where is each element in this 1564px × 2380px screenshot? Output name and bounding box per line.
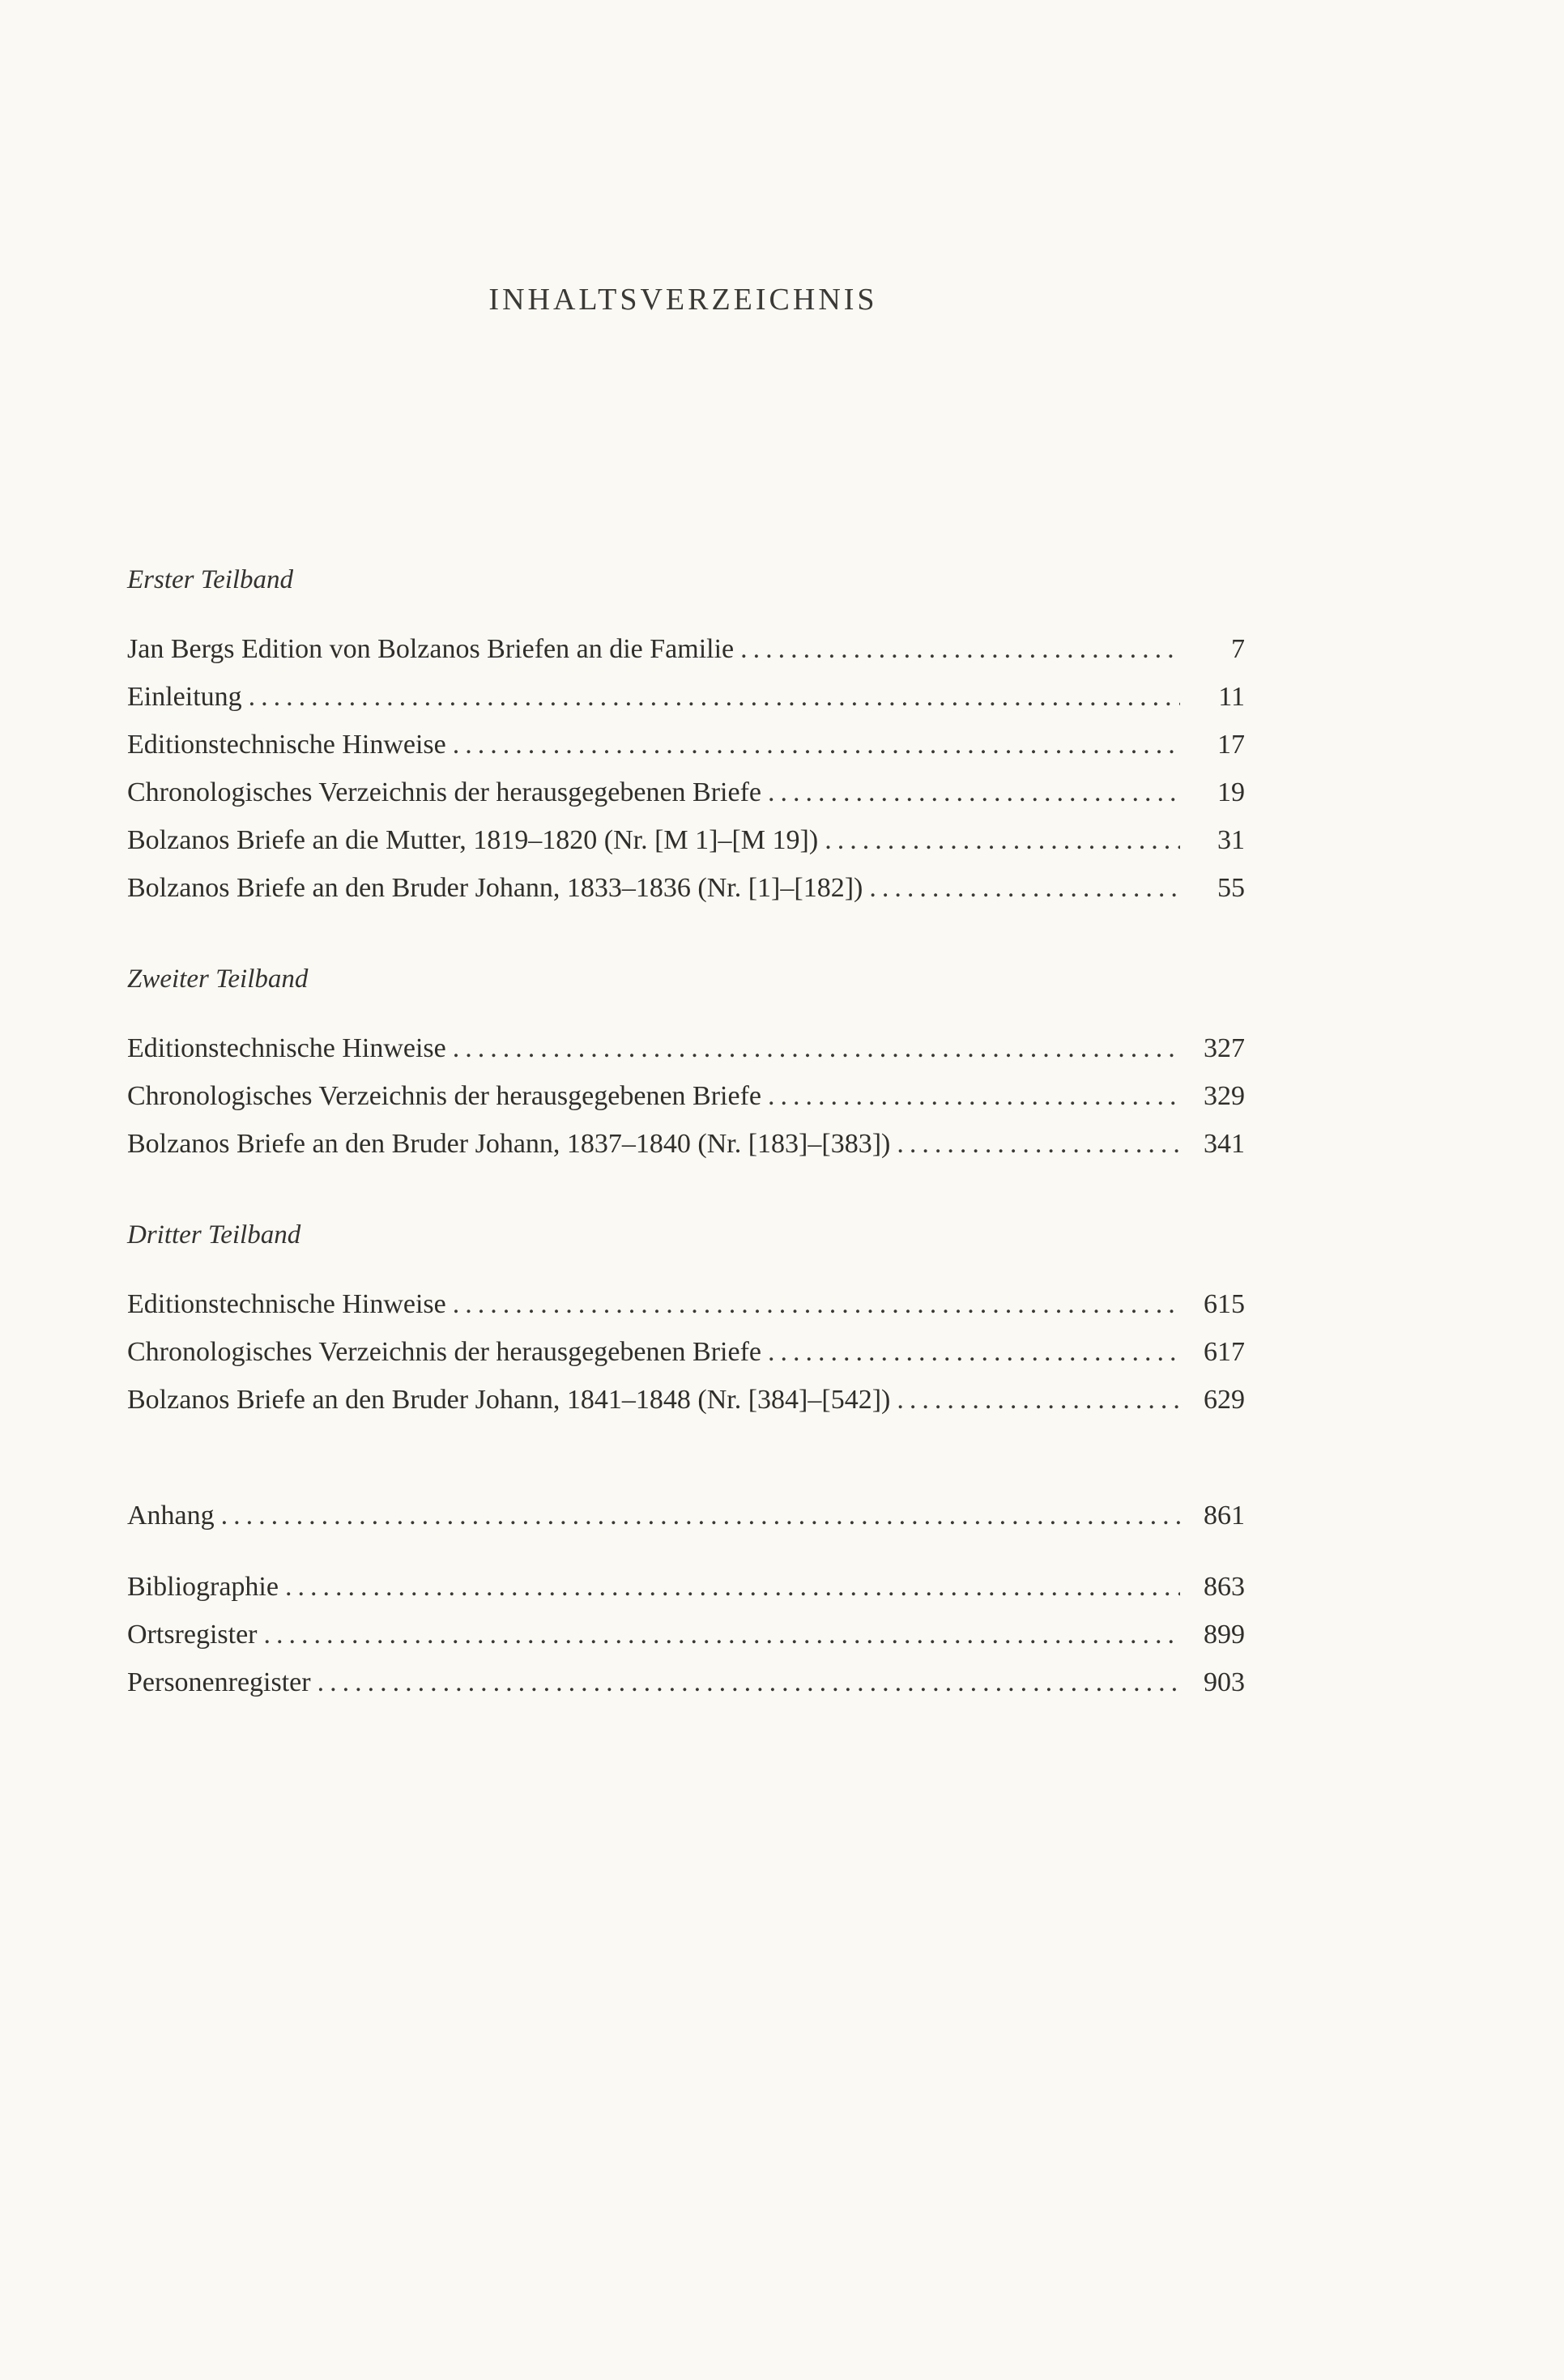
toc-entry-page: 7 [1231,634,1245,664]
toc-entry[interactable] [127,825,1245,864]
toc-entry[interactable] [127,634,1245,673]
dot-leader [453,1033,1180,1064]
dot-leader [897,1129,1180,1160]
toc-entry-label: Editionstechnische Hinweise [127,1289,446,1319]
dot-leader [740,634,1180,665]
dot-leader [249,682,1180,713]
toc-entry-page: 341 [1204,1129,1245,1159]
toc-entry[interactable] [127,1081,1245,1120]
toc-entry-page: 863 [1204,1572,1245,1602]
toc-entry-label: Bolzanos Briefe an den Bruder Johann, 1837–1840 (Nr. [183]–[383]) [127,1129,891,1159]
toc-entry-page: 329 [1204,1081,1245,1111]
dot-leader [768,1081,1180,1112]
toc-entry-label: Bolzanos Briefe an den Bruder Johann, 1833–1836 (Nr. [1]–[182]) [127,873,863,903]
toc-entry[interactable] [127,1289,1245,1328]
toc-entry-page: 55 [1217,873,1245,903]
toc-entry-ortsregister[interactable] [127,1620,1245,1658]
section-heading-erster-teilband: Erster Teilband [127,565,294,594]
toc-entry-label: Chronologisches Verzeichnis der herausgegebenen Briefe [127,1081,761,1111]
dot-leader [285,1572,1180,1603]
toc-entry-page: 629 [1204,1385,1245,1415]
toc-entry-page: 31 [1217,825,1245,855]
page-title: INHALTSVERZEICHNIS [488,283,878,317]
toc-entry-label: Editionstechnische Hinweise [127,1033,446,1063]
section-heading-zweiter-teilband: Zweiter Teilband [127,964,309,994]
toc-entry-page: 11 [1218,682,1245,712]
dot-leader [264,1620,1180,1650]
toc-entry-page: 615 [1204,1289,1245,1319]
toc-entry-anhang[interactable] [127,1501,1245,1539]
dot-leader [768,1337,1180,1368]
toc-entry-bibliographie[interactable] [127,1572,1245,1611]
toc-entry-label: Ortsregister [127,1620,258,1650]
toc-entry-label: Anhang [127,1501,215,1531]
dot-leader [825,825,1180,856]
toc-entry-label: Bolzanos Briefe an die Mutter, 1819–1820 (Nr. [M 1]–[M 19]) [127,825,819,855]
section-heading-dritter-teilband: Dritter Teilband [127,1220,301,1250]
toc-entry[interactable] [127,730,1245,768]
toc-entry-page: 903 [1204,1667,1245,1697]
toc-entry-page: 327 [1204,1033,1245,1063]
toc-entry-page: 19 [1217,777,1245,807]
dot-leader [317,1667,1180,1698]
toc-entry-page: 17 [1217,730,1245,760]
toc-entry-personenregister[interactable] [127,1667,1245,1706]
dot-leader [453,1289,1180,1320]
toc-entry-page: 861 [1204,1501,1245,1531]
dot-leader [768,777,1180,808]
dot-leader [897,1385,1180,1416]
toc-entry[interactable] [127,682,1245,721]
toc-entry-label: Chronologisches Verzeichnis der herausgegebenen Briefe [127,777,761,807]
toc-entry-page: 617 [1204,1337,1245,1367]
toc-entry[interactable] [127,873,1245,912]
toc-entry-label: Einleitung [127,682,242,712]
dot-leader [221,1501,1180,1531]
toc-entry[interactable] [127,1385,1245,1424]
toc-entry[interactable] [127,777,1245,816]
dot-leader [453,730,1180,760]
toc-entry[interactable] [127,1129,1245,1168]
dot-leader [869,873,1180,904]
toc-entry[interactable] [127,1337,1245,1376]
toc-entry-page: 899 [1204,1620,1245,1650]
toc-entry-label: Bibliographie [127,1572,279,1602]
toc-entry-label: Personenregister [127,1667,311,1697]
toc-entry-label: Jan Bergs Edition von Bolzanos Briefen an die Familie [127,634,735,664]
toc-entry-label: Bolzanos Briefe an den Bruder Johann, 1841–1848 (Nr. [384]–[542]) [127,1385,891,1415]
toc-entry-label: Chronologisches Verzeichnis der herausgegebenen Briefe [127,1337,761,1367]
toc-entry[interactable] [127,1033,1245,1072]
toc-entry-label: Editionstechnische Hinweise [127,730,446,760]
